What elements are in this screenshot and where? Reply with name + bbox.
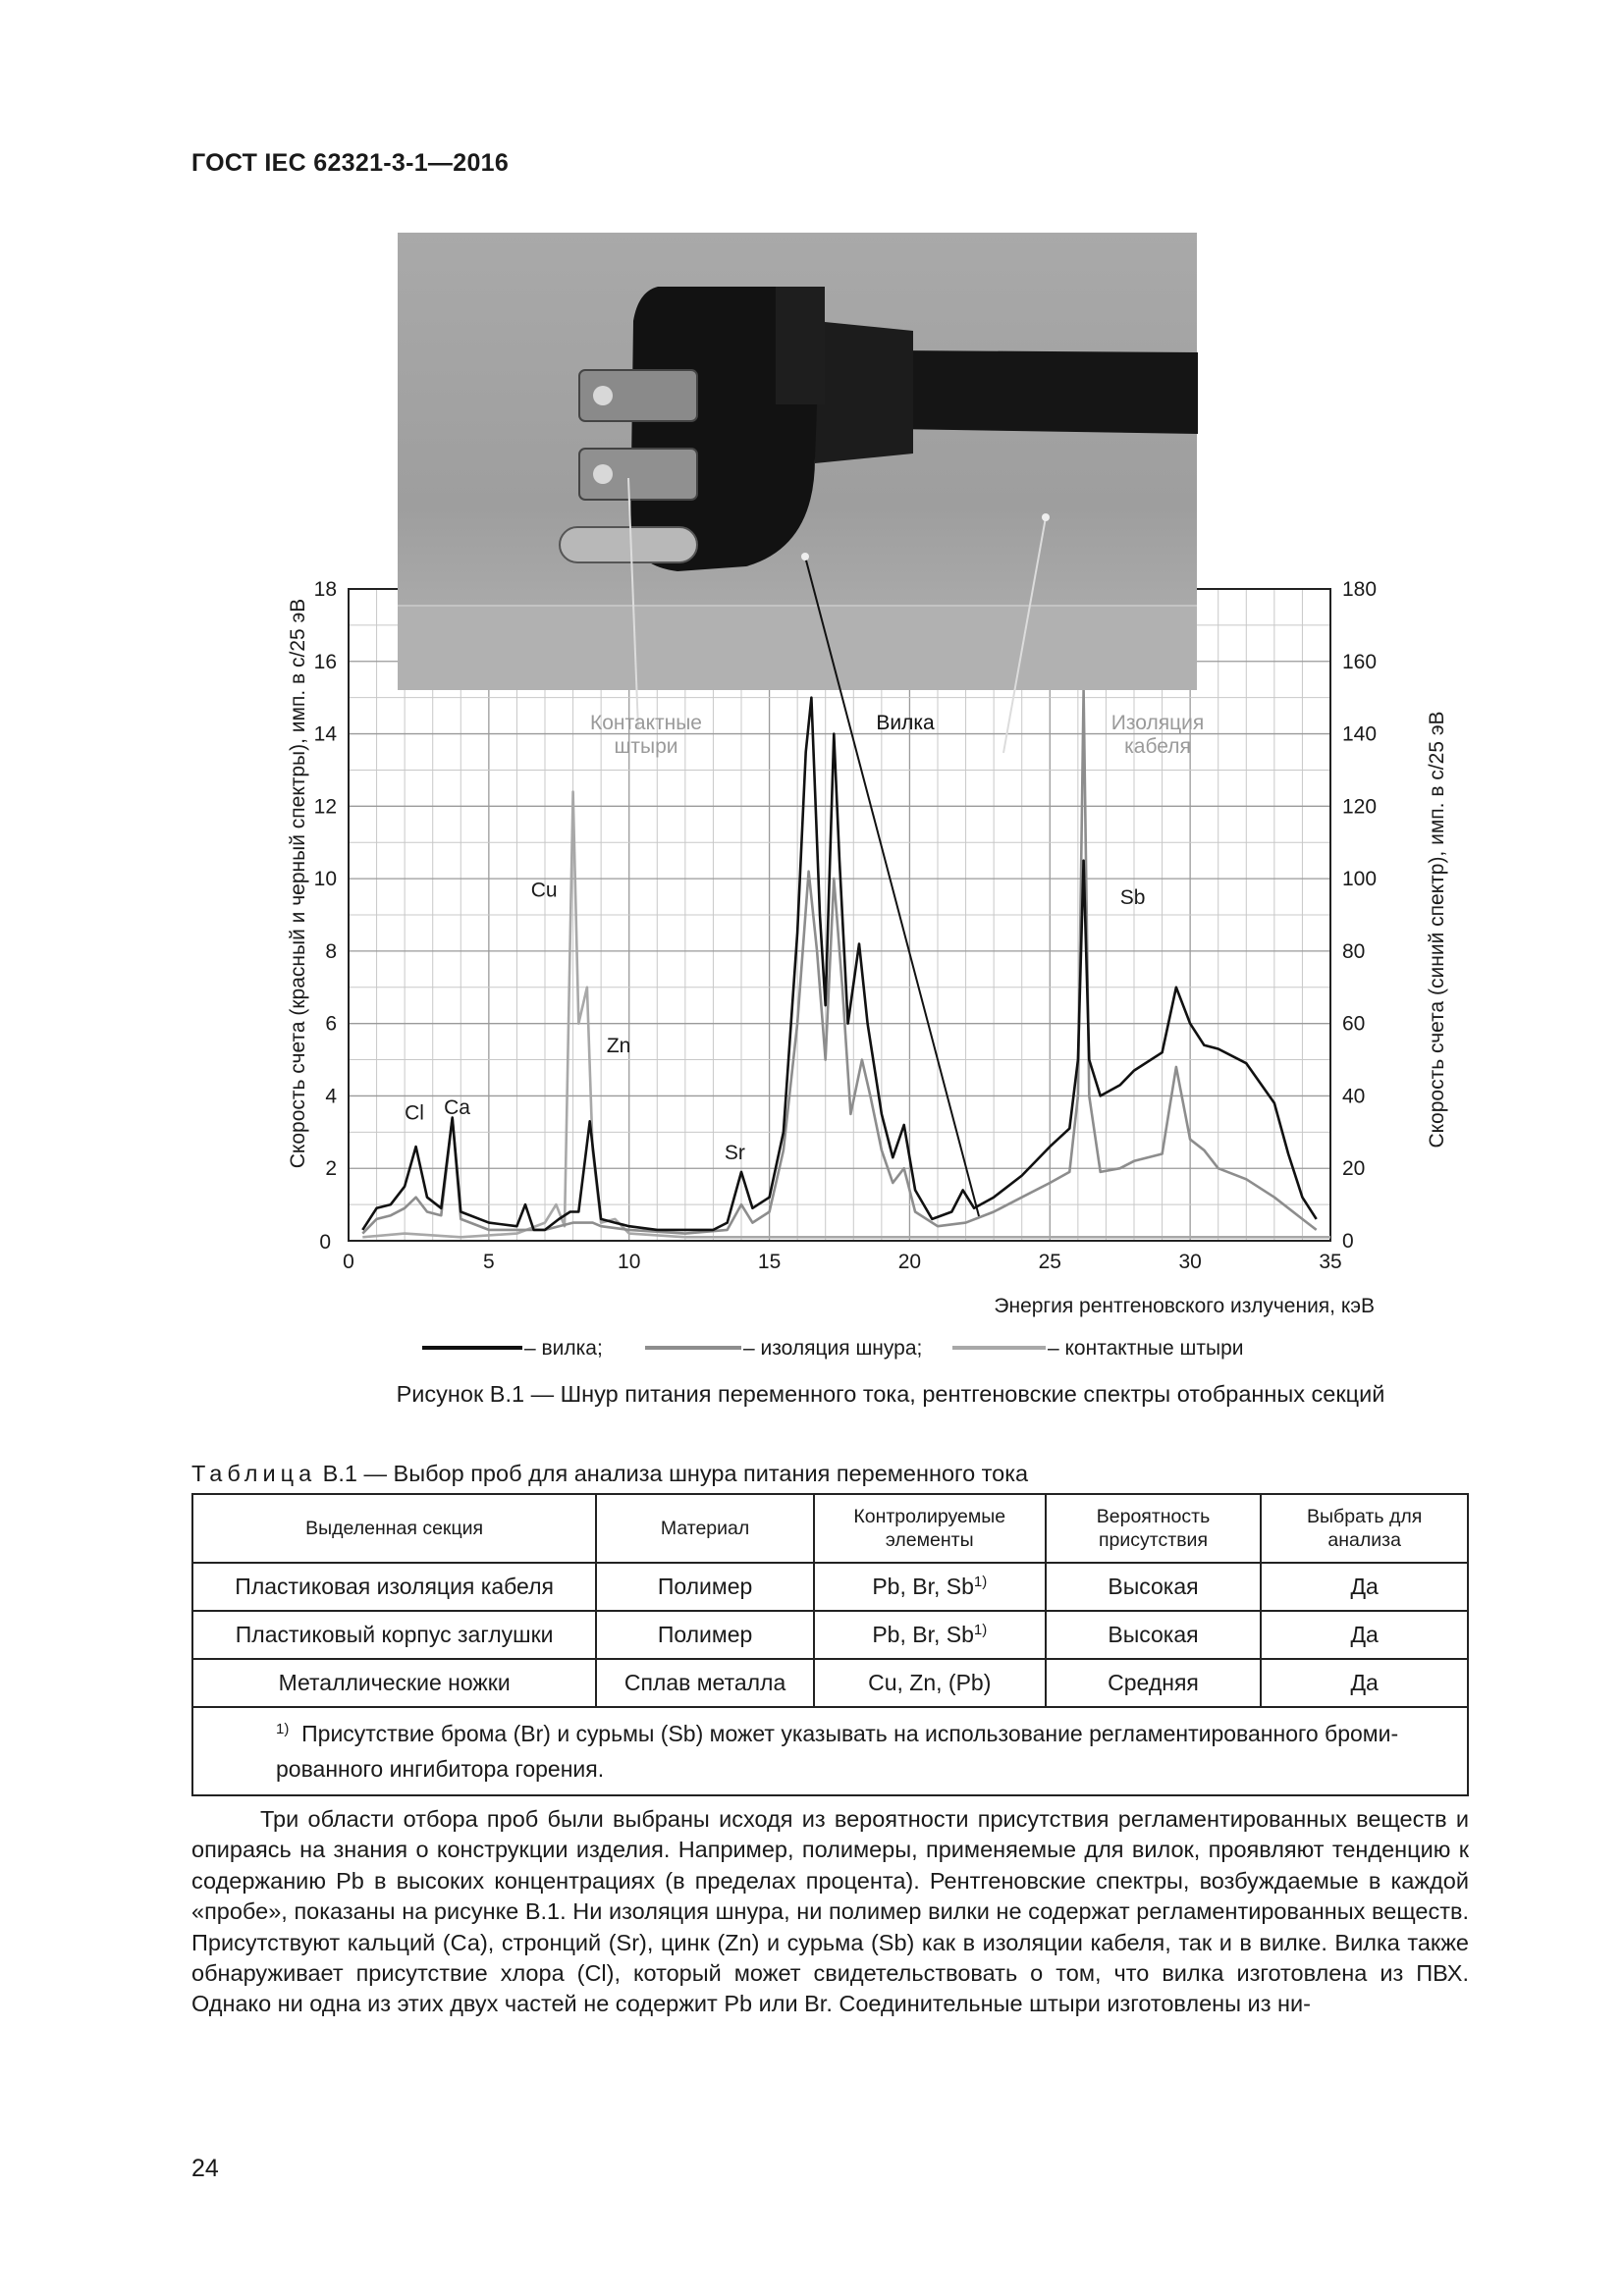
y-tick-label-left: 8 bbox=[325, 939, 337, 963]
peak-label-sb: Sb bbox=[1119, 885, 1146, 909]
cell-material: Сплав металла bbox=[596, 1659, 814, 1707]
cell-elements bbox=[814, 1611, 1046, 1659]
y-tick-label-left: 4 bbox=[325, 1085, 337, 1108]
cell-section: Металлические ножки bbox=[192, 1659, 596, 1707]
table-row bbox=[192, 1611, 1468, 1659]
y-tick-label-right: 0 bbox=[1342, 1230, 1354, 1253]
body-paragraph: Три области отбора проб были выбраны исходя из вероятности присутствия регламентированных веществ и опираясь на знания о конструкции изделия. Например, полимеры, применяемые для вилок, проявляют тенденцию к содержанию Pb в высоких концентрациях (в пределах процента). Рентгеновские спектры, возбуждаемые в каждой «пробе», показаны на рисунке В.1. Ни изоляция шнура, ни полимер вилки не содержат регламентированных веществ. Присутствуют кальций (Са), стронций (Sr), цинк (Zn) и сурьма (Sb) как в изоляции кабеля, так и в вилке. Вилка также обнаруживает присутствие хлора (Cl), который может свидетельствовать о том, что вилка изготовлена из ПВХ. Однако ни одна из этих двух частей не содержит Pb или Br. Соединительные штыри изготовлены из ни- bbox=[191, 1806, 1469, 2017]
header-probability: Вероятность присутствия bbox=[1046, 1494, 1262, 1563]
table-title-prefix: Таблица bbox=[191, 1461, 317, 1486]
chart-legend bbox=[422, 1337, 1244, 1360]
cell-select: Да bbox=[1261, 1563, 1468, 1611]
cell-elements bbox=[814, 1563, 1046, 1611]
y-tick-label-right: 180 bbox=[1342, 578, 1378, 601]
y-tick-label-right: 120 bbox=[1342, 795, 1378, 819]
cell-elements-text: Pb, Br, Sb bbox=[872, 1574, 974, 1599]
table-row bbox=[192, 1563, 1468, 1611]
cell-material: Полимер bbox=[596, 1563, 814, 1611]
y-tick-label-right: 40 bbox=[1342, 1085, 1366, 1108]
cell-section: Пластиковый корпус заглушки bbox=[192, 1611, 596, 1659]
y-tick-label-left: 0 bbox=[319, 1231, 331, 1254]
y-tick-label-left: 2 bbox=[325, 1157, 337, 1181]
document-header: ГОСТ IEC 62321-3-1—2016 bbox=[191, 149, 510, 177]
peak-label-cl: Cl bbox=[405, 1101, 424, 1125]
table-footnote bbox=[192, 1707, 1468, 1795]
cell-select: Да bbox=[1261, 1659, 1468, 1707]
sample-selection-table bbox=[191, 1493, 1469, 1796]
label-cable-insulation-2: кабеля bbox=[1124, 735, 1191, 758]
y-axis-label-right: Скорость счета (синий спектр), имп. в с/25 эВ bbox=[1426, 711, 1448, 1148]
series-line-изоляция-шнура bbox=[362, 690, 1316, 1233]
peak-label-zn: Zn bbox=[606, 1035, 631, 1058]
footnote-ref: 1) bbox=[973, 1622, 988, 1638]
y-tick-label-right: 100 bbox=[1342, 868, 1378, 891]
header-section: Выделенная секция bbox=[192, 1494, 596, 1563]
x-tick-label: 25 bbox=[1038, 1251, 1061, 1273]
table-title-text: В.1 — Выбор проб для анализа шнура питания переменного тока bbox=[316, 1461, 1029, 1486]
legend-item-plug: – вилка; bbox=[524, 1337, 603, 1360]
label-plug: Вилка bbox=[876, 712, 935, 734]
cell-section: Пластиковая изоляция кабеля bbox=[192, 1563, 596, 1611]
chart-series bbox=[362, 690, 1330, 1237]
footnote-mark: 1) bbox=[276, 1721, 290, 1737]
y-tick-label-right: 80 bbox=[1342, 939, 1366, 963]
y-tick-label-left: 12 bbox=[313, 795, 337, 819]
cell-probability: Средняя bbox=[1046, 1659, 1262, 1707]
x-tick-label: 30 bbox=[1178, 1251, 1202, 1273]
table-row bbox=[192, 1659, 1468, 1707]
cell-probability: Высокая bbox=[1046, 1563, 1262, 1611]
label-contact-pins-2: штыри bbox=[614, 735, 678, 758]
label-cable-insulation-1: Изоляция bbox=[1110, 712, 1205, 734]
header-material: Материал bbox=[596, 1494, 814, 1563]
y-tick-label-left: 14 bbox=[313, 722, 337, 746]
header-select: Выбрать для анализа bbox=[1261, 1494, 1468, 1563]
y-tick-label-right: 160 bbox=[1342, 650, 1378, 673]
x-tick-label: 20 bbox=[897, 1251, 922, 1273]
legend-item-contact-pins: – контактные штыри bbox=[1048, 1337, 1244, 1360]
y-tick-label-left: 10 bbox=[313, 868, 337, 891]
x-axis-label: Энергия рентгеновского излучения, кэВ bbox=[994, 1295, 1375, 1317]
xrf-spectra-chart bbox=[265, 233, 1473, 1362]
legend-item-cord-insulation: – изоляция шнура; bbox=[743, 1337, 923, 1360]
x-tick-label: 5 bbox=[483, 1251, 495, 1273]
page-number: 24 bbox=[191, 2155, 219, 2182]
cell-material: Полимер bbox=[596, 1611, 814, 1659]
x-tick-label: 15 bbox=[757, 1251, 782, 1273]
figure-spectra bbox=[265, 233, 1473, 1362]
y-tick-label-right: 60 bbox=[1342, 1012, 1366, 1036]
photo-labels bbox=[590, 712, 1204, 758]
x-tick-label: 0 bbox=[343, 1251, 354, 1273]
x-tick-label: 10 bbox=[618, 1251, 641, 1273]
peak-label-ca: Ca bbox=[444, 1095, 471, 1119]
x-tick-label: 35 bbox=[1319, 1251, 1342, 1273]
header-elements: Контролируемые элементы bbox=[814, 1494, 1046, 1563]
cell-elements: Cu, Zn, (Pb) bbox=[814, 1659, 1046, 1707]
y-tick-label-right: 20 bbox=[1342, 1157, 1366, 1181]
y-tick-label-left: 6 bbox=[325, 1012, 337, 1036]
table-header-row bbox=[192, 1494, 1468, 1563]
table-footnote-row bbox=[192, 1707, 1468, 1795]
y-axis-label-left: Скорость счета (красный и черный спектры), имп. в с/25 эВ bbox=[287, 598, 309, 1169]
cell-elements-text: Pb, Br, Sb bbox=[872, 1622, 974, 1647]
chart-peak-labels bbox=[405, 880, 1145, 1164]
y-tick-label-left: 18 bbox=[313, 578, 337, 601]
body-text bbox=[191, 1804, 1469, 2020]
label-contact-pins-1: Контактные bbox=[590, 712, 702, 734]
y-tick-label-left: 16 bbox=[313, 650, 337, 673]
table-title bbox=[191, 1461, 1028, 1487]
footnote-ref: 1) bbox=[973, 1574, 988, 1590]
figure-caption: Рисунок В.1 — Шнур питания переменного тока, рентгеновские спектры отобранных секций bbox=[396, 1381, 1385, 1407]
y-tick-label-right: 140 bbox=[1342, 722, 1378, 746]
peak-label-cu: Cu bbox=[530, 879, 558, 902]
peak-label-sr: Sr bbox=[724, 1142, 745, 1164]
footnote-text: Присутствие брома (Br) и сурьмы (Sb) может указывать на использование регламентированного броми-рованного ингибитора горения. bbox=[276, 1721, 1399, 1782]
cell-probability: Высокая bbox=[1046, 1611, 1262, 1659]
cell-select: Да bbox=[1261, 1611, 1468, 1659]
